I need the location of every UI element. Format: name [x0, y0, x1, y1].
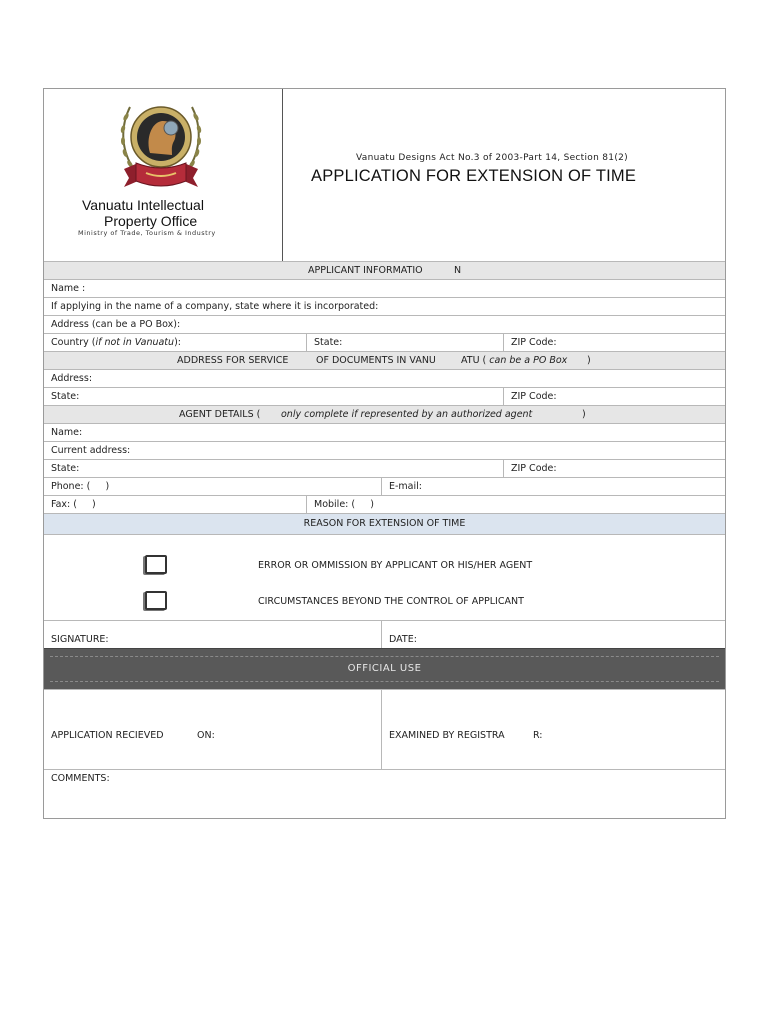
company-incorporation-field[interactable]: [44, 297, 725, 315]
comments-field[interactable]: [44, 769, 725, 819]
service-heading-close: ): [587, 355, 591, 366]
country-label-end: ):: [174, 337, 181, 348]
applicant-state-field[interactable]: [306, 334, 503, 351]
examined-by-registrar-field[interactable]: [381, 690, 726, 769]
agent-name-label: Name:: [51, 427, 83, 438]
agent-fax-row: [44, 495, 725, 513]
applicant-heading-text: APPLICANT INFORMATIO: [308, 265, 423, 276]
service-heading-part3-text: ATU (: [461, 355, 487, 366]
country-label-italic: if not in Vanuatu: [95, 337, 175, 348]
reason-section-heading: [44, 513, 725, 534]
reason-heading-text: REASON FOR EXTENSION OF TIME: [303, 518, 466, 529]
applicant-name-field[interactable]: [44, 279, 725, 297]
service-address-label: Address:: [51, 373, 93, 384]
service-address-field[interactable]: [44, 369, 725, 387]
service-section-heading: [44, 351, 725, 369]
applicant-zip-label: ZIP Code:: [511, 337, 557, 348]
service-heading-part1: ADDRESS FOR SERVICE: [177, 355, 289, 366]
service-state-field[interactable]: [44, 388, 503, 405]
reason-circumstances-label: CIRCUMSTANCES BEYOND THE CONTROL OF APPLICANT: [258, 596, 524, 607]
agent-email-label: E-mail:: [389, 481, 422, 492]
agent-zip-label: ZIP Code:: [511, 463, 557, 474]
application-form: [43, 88, 726, 819]
reason-error-label: ERROR OR OMMISSION BY APPLICANT OR HIS/HER AGENT: [258, 560, 533, 571]
applicant-address-field[interactable]: [44, 315, 725, 333]
organization-name: [82, 197, 204, 229]
applicant-heading-text-end: N: [454, 265, 462, 276]
vipo-emblem-logo: [116, 93, 206, 197]
agent-heading-text: AGENT DETAILS (: [179, 409, 261, 420]
organization-name-line1: Vanuatu Intellectual: [82, 197, 204, 213]
official-received-row: [44, 689, 725, 769]
agent-state-label: State:: [51, 463, 80, 474]
signature-field[interactable]: [44, 621, 381, 648]
agent-phone-label: Phone: ( ): [51, 481, 110, 492]
agent-section-heading: [44, 405, 725, 423]
agent-heading-close: ): [582, 409, 586, 420]
service-state-label: State:: [51, 391, 80, 402]
application-received-label: APPLICATION RECIEVED: [51, 730, 164, 741]
act-reference: Vanuatu Designs Act No.3 of 2003-Part 14, Section 81(2): [356, 153, 628, 163]
agent-name-field[interactable]: [44, 423, 725, 441]
applicant-location-row: [44, 333, 725, 351]
agent-location-row: [44, 459, 725, 477]
reason-circumstances-checkbox[interactable]: [145, 591, 167, 610]
agent-state-field[interactable]: [44, 460, 503, 477]
agent-zip-field[interactable]: [503, 460, 725, 477]
company-incorporation-label: If applying in the name of a company, state where it is incorporated:: [51, 301, 379, 312]
examined-by-label: EXAMINED BY REGISTRA: [389, 730, 505, 741]
service-heading-italic: can be a PO Box: [489, 355, 568, 366]
agent-heading-italic: only complete if represented by an authorized agent: [281, 409, 533, 420]
service-heading-part3: [461, 352, 567, 369]
applicant-address-label: Address (can be a PO Box):: [51, 319, 181, 330]
official-use-top-rule: [50, 656, 719, 657]
agent-mobile-label: Mobile: ( ): [314, 499, 374, 510]
official-use-heading: OFFICIAL USE: [347, 663, 422, 674]
applicant-name-label: Name :: [51, 283, 86, 294]
examined-by-label-end: R:: [533, 730, 543, 741]
agent-contact-row: [44, 477, 725, 495]
applicant-section-heading: [44, 261, 725, 279]
applicant-country-field[interactable]: [44, 334, 306, 351]
application-received-field[interactable]: [44, 690, 381, 769]
service-zip-label: ZIP Code:: [511, 391, 557, 402]
form-title: APPLICATION FOR EXTENSION OF TIME: [311, 167, 637, 185]
service-location-row: [44, 387, 725, 405]
date-label: DATE:: [389, 634, 417, 645]
reason-options: [44, 534, 725, 620]
agent-phone-field[interactable]: [44, 478, 381, 495]
agent-current-address-field[interactable]: [44, 441, 725, 459]
agent-fax-label: Fax: ( ): [51, 499, 96, 510]
header-divider: [282, 89, 283, 261]
date-field[interactable]: [381, 621, 726, 648]
organization-name-line2: Property Office: [104, 213, 198, 229]
agent-mobile-field[interactable]: [306, 496, 725, 513]
agent-current-address-label: Current address:: [51, 445, 131, 456]
comments-label: COMMENTS:: [51, 773, 110, 784]
signature-row: [44, 620, 725, 648]
form-header: [44, 89, 725, 261]
service-heading-part2: OF DOCUMENTS IN VANU: [316, 355, 436, 366]
official-use-band: [44, 648, 725, 689]
agent-email-field[interactable]: [381, 478, 725, 495]
ministry-name: Ministry of Trade, Tourism & Industry: [78, 229, 216, 237]
applicant-state-label: State:: [314, 337, 343, 348]
official-use-bottom-rule: [50, 681, 719, 682]
service-zip-field[interactable]: [503, 388, 725, 405]
agent-fax-field[interactable]: [44, 496, 306, 513]
received-on-label: ON:: [197, 730, 215, 741]
signature-label: SIGNATURE:: [51, 634, 109, 645]
country-label-start: Country (: [51, 337, 96, 348]
reason-error-checkbox[interactable]: [145, 555, 167, 574]
applicant-zip-field[interactable]: [503, 334, 725, 351]
